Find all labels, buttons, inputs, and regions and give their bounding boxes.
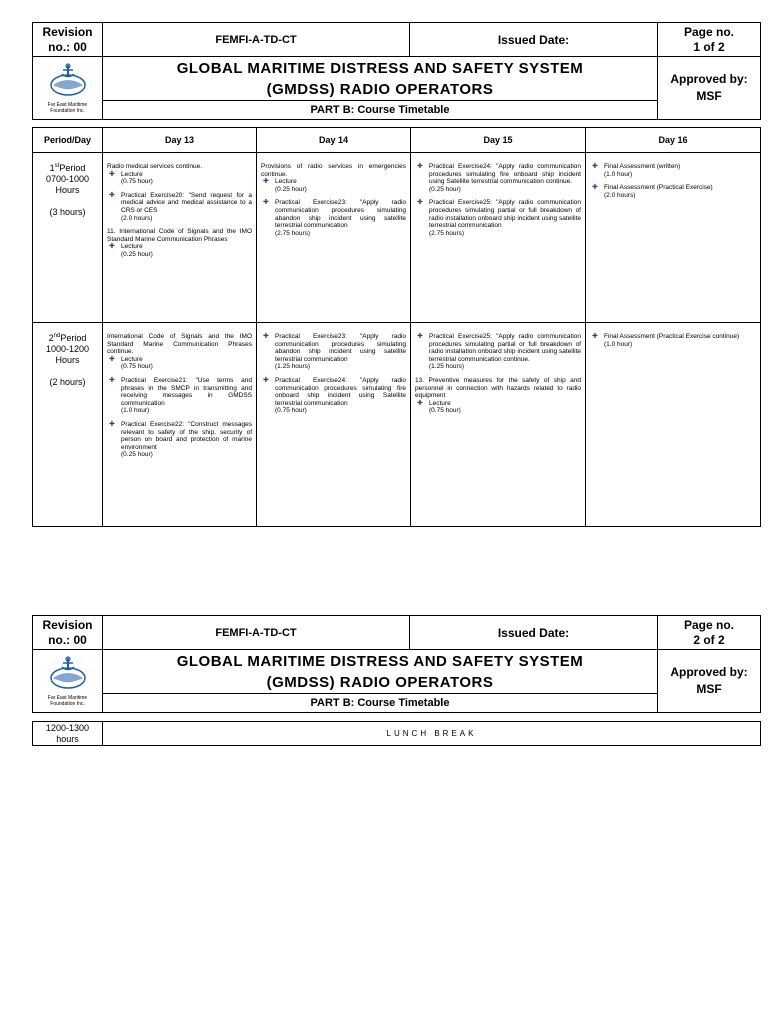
page-number: Page no. 2 of 2 [658, 616, 761, 650]
arrow-bullet-icon: ✚ [417, 333, 423, 340]
revision-label: Revision no.: 00 [33, 616, 103, 650]
period-cell: 1stPeriod 0700-1000 Hours (3 hours) [33, 153, 103, 323]
revision-label: Revision no.: 00 [33, 23, 103, 57]
arrow-bullet-icon: ✚ [109, 355, 115, 363]
header-day-14: Day 14 [257, 128, 411, 153]
lunch-label: LUNCH BREAK [103, 722, 761, 746]
header-day-15: Day 15 [411, 128, 586, 153]
arrow-bullet-icon: ✚ [109, 243, 115, 251]
femfi-logo-icon [48, 63, 88, 97]
approved-by: Approved by: MSF [658, 57, 761, 120]
logo [33, 57, 103, 120]
doc-code: FEMFI-A-TD-CT [103, 616, 410, 650]
arrow-bullet-icon: ✚ [109, 420, 115, 428]
header-page-2 [32, 615, 761, 713]
issued-date-label: Issued Date: [410, 23, 658, 57]
document-title: GLOBAL MARITIME DISTRESS AND SAFETY SYSTEM (GMDSS) RADIO OPERATORS [103, 650, 658, 694]
cell-day-13: Radio medical services continue. ✚ Lecture (0.75 hour) ✚ Practical Exercise20: "Send request for a medical advice and medical assistance to a CRS or CES (2.0 hours) 11. International Code of Signals and the IMO Standard Marine Communication Phrases ✚ Lecture (0.25 hour) [103, 153, 257, 323]
header-page-1 [32, 22, 761, 120]
cell-day-16: ✚ Final Assessment (written) (1.0 hour) ✚ Final Assessment (Practical Exercise) (2.0 hours) [586, 153, 761, 323]
logo-caption: Far East Maritime Foundation Inc. [47, 694, 88, 707]
arrow-bullet-icon: ✚ [109, 170, 115, 178]
document-title: GLOBAL MARITIME DISTRESS AND SAFETY SYSTEM (GMDSS) RADIO OPERATORS [103, 57, 658, 101]
part-title: PART B: Course Timetable [103, 101, 658, 120]
arrow-bullet-icon: ✚ [417, 399, 423, 407]
cell-day-14: Provisions of radio services in emergencies continue. ✚ Lecture (0.25 hour) ✚ Practical Exercise23: "Apply radio communication procedures simulating abandon ship incident using satellite terrestrial communication (2.75 hours) [257, 153, 411, 323]
header-day-13: Day 13 [103, 128, 257, 153]
cell-day-15: ✚ Practical Exercise25: "Apply radio communication procedures simulating partial or full breakdown of radio installation onboard ship incident using satellite terrestrial communication continue. (1.25 hours) 13. Preventive measures for the safety of ship and personnel in connection with hazards related to radio equipment ✚ Lecture (0.75 hour) [411, 323, 586, 527]
table-row [33, 323, 761, 527]
lunch-row [32, 721, 761, 746]
femfi-logo-icon [48, 656, 88, 690]
approved-by: Approved by: MSF [658, 650, 761, 713]
arrow-bullet-icon: ✚ [417, 199, 423, 207]
arrow-bullet-icon: ✚ [263, 376, 269, 384]
arrow-bullet-icon: ✚ [263, 333, 269, 340]
logo [33, 650, 103, 713]
page-number: Page no. 1 of 2 [658, 23, 761, 57]
timetable [32, 127, 761, 527]
doc-code: FEMFI-A-TD-CT [103, 23, 410, 57]
arrow-bullet-icon: ✚ [263, 178, 269, 186]
period-cell: 2ndPeriod 1000-1200 Hours (2 hours) [33, 323, 103, 527]
arrow-bullet-icon: ✚ [109, 376, 115, 384]
header-day-16: Day 16 [586, 128, 761, 153]
logo-caption: Far East Maritime Foundation Inc. [47, 101, 88, 114]
part-title: PART B: Course Timetable [103, 694, 658, 713]
issued-date-label: Issued Date: [410, 616, 658, 650]
cell-day-14: ✚ Practical Exercise23: "Apply radio communication procedures simulating abandon ship incident using satellite terrestrial communication (1.25 hours) ✚ Practical Exercise24: "Apply radio communication procedures simulating fire onboard ship incident using Satellite terrestrial communication (0.75 hour) [257, 323, 411, 527]
arrow-bullet-icon: ✚ [592, 184, 598, 192]
arrow-bullet-icon: ✚ [592, 333, 598, 340]
table-row [33, 153, 761, 323]
header-period-day: Period/Day [33, 128, 103, 153]
lunch-time: 1200-1300 hours [33, 722, 103, 746]
arrow-bullet-icon: ✚ [263, 199, 269, 207]
arrow-bullet-icon: ✚ [417, 163, 423, 170]
cell-day-13: International Code of Signals and the IMO Standard Marine Communication Phrases continue. ✚ Lecture (0.75 hour) ✚ Practical Exercise21: "Use terms and phrases in the SMCP in transmitting and receiving messages in GMDSS communication (1.0 hour) ✚ Practical Exercise22: "Construct messages relevant to safety of the ship, security of person on board and protection of marine environment (0.25 hour) [103, 323, 257, 527]
cell-day-16: ✚ Final Assessment (Practical Exercise continue) (1.0 hour) [586, 323, 761, 527]
arrow-bullet-icon: ✚ [109, 191, 115, 199]
cell-day-15: ✚ Practical Exercise24: "Apply radio communication procedures simulating fire onboard ship incident using Satellite terrestrial communication continue. (0.25 hour) ✚ Practical Exercise25: "Apply radio communication procedures simulating partial or full breakdown of radio installation onboard ship incident using satellite terrestrial communication (2.75 hours) [411, 153, 586, 323]
arrow-bullet-icon: ✚ [592, 163, 598, 170]
